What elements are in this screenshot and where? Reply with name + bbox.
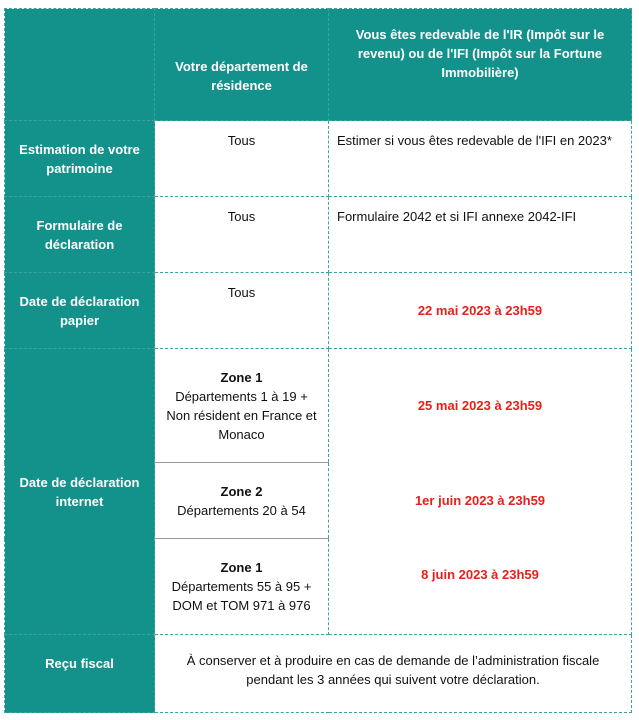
- zone-3-cell: [155, 539, 329, 635]
- header-department: [155, 9, 329, 121]
- zone-3-desc: Départements 55 à 95 + DOM et TOM 971 à 976: [171, 579, 312, 613]
- row-formulaire-label: Formulaire de déclaration: [5, 197, 155, 273]
- zone-1-desc: Départements 1 à 19 + Non résident en France et Monaco: [166, 388, 317, 442]
- row-estimation-label: Estimation de votre patrimoine: [5, 121, 155, 197]
- zone-2-date: 1er juin 2023 à 23h59: [329, 463, 632, 539]
- zone-1-date: 25 mai 2023 à 23h59: [329, 349, 632, 463]
- row-papier-label: Date de déclaration papier: [5, 273, 155, 349]
- row-internet-zone1: [5, 349, 632, 463]
- zone-3-title: Zone 1: [220, 560, 263, 575]
- header-department-label: Votre département de résidence: [175, 58, 308, 93]
- zone-3-date: 8 juin 2023 à 23h59: [329, 539, 632, 635]
- row-papier-dept: Tous: [155, 273, 329, 349]
- row-formulaire-dept: Tous: [155, 197, 329, 273]
- row-estimation-value: Estimer si vous êtes redevable de l'IFI en 2023*: [329, 121, 632, 197]
- row-formulaire-value: Formulaire 2042 et si IFI annexe 2042-IFI: [329, 197, 632, 273]
- zone-1-cell: [155, 349, 329, 463]
- row-estimation: [5, 121, 632, 197]
- zone-2-title: Zone 2: [220, 483, 263, 499]
- zone-2-cell: [155, 463, 329, 539]
- row-papier-date: 22 mai 2023 à 23h59: [329, 273, 632, 349]
- row-recu-value: [155, 635, 632, 713]
- zone-1-title: Zone 1: [220, 369, 263, 385]
- tax-calendar-table: [4, 8, 632, 713]
- row-internet-label: Date de déclaration internet: [5, 349, 155, 635]
- row-formulaire: [5, 197, 632, 273]
- header-taxpayer-label: Vous êtes redevable de l'IR (Impôt sur le revenu) ou de l'IFI (Impôt sur la Fortune Immobilière): [355, 27, 605, 80]
- row-recu: [5, 635, 632, 713]
- zone-2-desc: Départements 20 à 54: [177, 502, 306, 518]
- row-recu-label-text: Reçu fiscal: [45, 656, 114, 671]
- row-estimation-dept: Tous: [155, 121, 329, 197]
- row-papier: [5, 273, 632, 349]
- row-recu-value-text: À conserver et à produire en cas de demande de l’administration fiscale pendant les 3 années qui suivent votre déclaration.: [186, 652, 600, 687]
- header-row: [5, 9, 632, 121]
- header-empty-cell: [5, 9, 155, 121]
- row-recu-label: [5, 635, 155, 713]
- header-taxpayer: [329, 9, 632, 121]
